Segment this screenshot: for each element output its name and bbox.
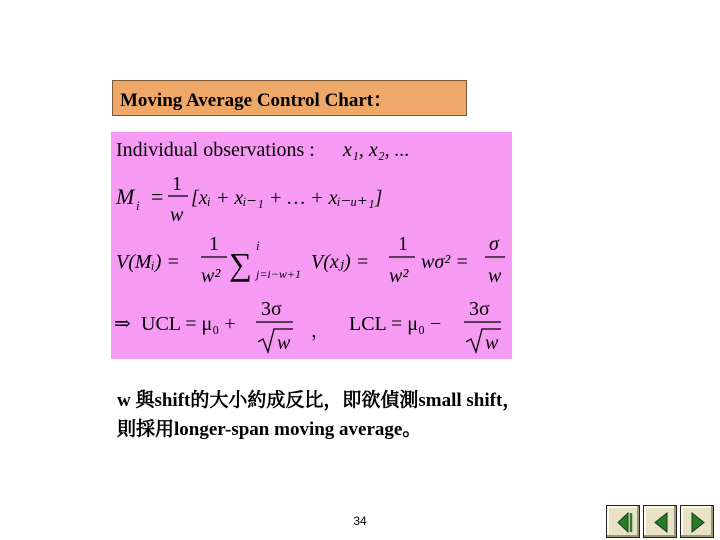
variance-numerator-1: 1 xyxy=(209,233,219,255)
caption-line-1: w 與shift的大小約成反比，即欲偵測small shift， xyxy=(117,390,522,411)
observations-vars: x₁, x₂, ... xyxy=(343,139,410,161)
variance-denominator-2: w² xyxy=(389,265,409,287)
first-slide-button[interactable] xyxy=(606,505,640,538)
next-slide-icon xyxy=(681,506,715,539)
slide-title: Moving Average Control Chart： xyxy=(120,89,393,111)
lcl-sqrt-w: w xyxy=(485,332,499,354)
mi-symbol: M xyxy=(116,184,135,209)
mi-subscript: i xyxy=(136,198,140,213)
ucl-sqrt-w: w xyxy=(277,332,291,354)
mi-equals: = xyxy=(151,184,164,209)
variance-denominator-1: w² xyxy=(201,265,221,287)
implies-arrow: ⇒ xyxy=(114,313,131,335)
variance-result-numerator: σ xyxy=(489,233,499,255)
caption-line-2: 則採用longer-span moving average。 xyxy=(117,419,422,440)
sum-upper-limit: i xyxy=(256,238,260,253)
next-slide-button[interactable] xyxy=(680,505,714,538)
ucl-expression: UCL = μ₀ + xyxy=(141,313,236,335)
lcl-numerator: 3σ xyxy=(469,298,490,320)
formula-box xyxy=(111,132,512,359)
sum-symbol: ∑ xyxy=(229,246,252,282)
formula-comma: ， xyxy=(311,321,329,341)
slide-title-box xyxy=(112,80,467,116)
lcl-expression: LCL = μ₀ − xyxy=(349,313,442,335)
variance-xj: V(xⱼ) = xyxy=(311,251,370,273)
previous-slide-icon xyxy=(644,506,678,539)
variance-numerator-2: 1 xyxy=(398,233,408,255)
first-slide-icon xyxy=(607,506,641,539)
mi-bracket-expression: [xᵢ + xᵢ₋₁ + … + xᵢ₋ᵤ₊₁] xyxy=(191,187,383,209)
previous-slide-button[interactable] xyxy=(643,505,677,538)
observations-label: Individual observations : xyxy=(116,139,315,161)
mi-numerator: 1 xyxy=(172,173,182,195)
formula-svg xyxy=(111,132,512,359)
sum-lower-limit: j=i−w+1 xyxy=(256,267,301,281)
ucl-numerator: 3σ xyxy=(261,298,282,320)
caption-text xyxy=(117,386,677,444)
variance-mi: V(Mᵢ) = xyxy=(116,251,180,273)
page-number: 34 xyxy=(353,514,367,528)
w-sigma-squared: wσ² = xyxy=(421,251,469,273)
mi-denominator: w xyxy=(170,204,184,226)
variance-result-denominator: w xyxy=(488,265,502,287)
